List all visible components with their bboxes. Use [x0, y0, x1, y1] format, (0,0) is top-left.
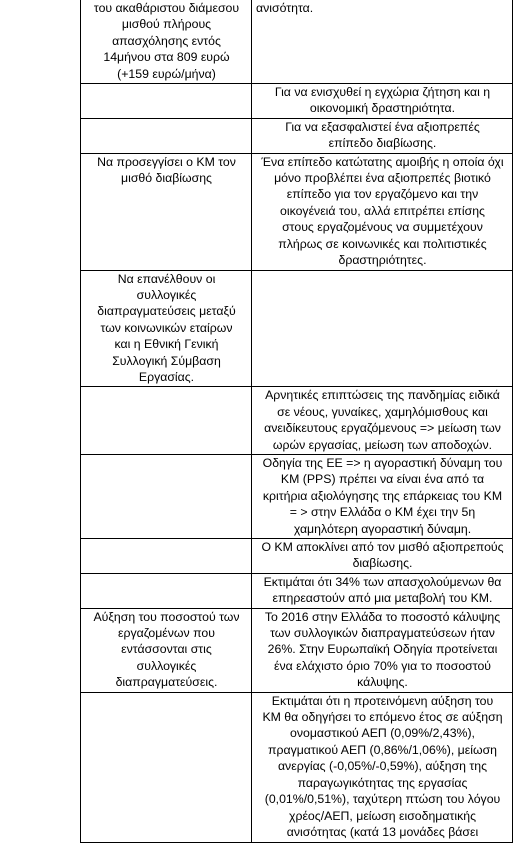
row-right-cell: ανισότητα.: [252, 0, 513, 84]
row-left-cell: [81, 454, 252, 538]
table-row: [81, 573, 513, 608]
row-right-cell: Εκτιμάται ότι η προτεινόμενη αύξηση του ΚΜ θα οδηγήσει το επόμενο έτος σε αύξηση ονομαστικού ΑΕΠ (0,09%/2,43%), πραγματικού ΑΕΠ (0,86%/1,06%), μείωση ανεργίας (-0,05%/-0,59%), αύξηση της παραγωγικότητας της εργασίας (0,01%/0,51%), ταχύτερη πτώση του λόγου χρέος/ΑΕΠ, μείωση εισοδηματικής ανισότητας (κατά 13 μονάδες βάσει: [252, 692, 513, 842]
row-right-cell: Ο ΚΜ αποκλίνει από τον μισθό αξιοπρεπούς διαβίωσης.: [252, 539, 513, 574]
row-left-cell: Αύξηση του ποσοστού των εργαζομένων που εντάσσονται στις συλλογικές διαπραγματεύσεις.: [81, 608, 252, 692]
row-left-cell: [81, 387, 252, 455]
row-right-cell: Για να ενισχυθεί η εγχώρια ζήτηση και η οικονομική δραστηριότητα.: [252, 84, 513, 119]
row-right-cell: Για να εξασφαλιστεί ένα αξιοπρεπές επίπεδο διαβίωσης.: [252, 118, 513, 153]
row-left-cell: Να προσεγγίσει ο ΚΜ τον μισθό διαβίωσης: [81, 153, 252, 270]
table-row: [81, 539, 513, 574]
table-row: [81, 387, 513, 455]
table-row: [81, 454, 513, 538]
row-left-cell: του ακαθάριστου διάμεσου μισθού πλήρους απασχόλησης εντός 14μήνου στα 809 ευρώ (+159 ευρώ/μήνα): [81, 0, 252, 84]
table-row: [81, 0, 513, 84]
policy-table-body: [81, 0, 513, 842]
row-left-cell: [81, 573, 252, 608]
row-right-cell: Το 2016 στην Ελλάδα το ποσοστό κάλυψης των συλλογικών διαπραγματεύσεων ήταν 26%. Στην Ευρωπαϊκή Οδηγία προτείνεται ένα ελάχιστο όριο 70% για το ποσοστού κάλυψης.: [252, 608, 513, 692]
row-left-cell: Να επανέλθουν οι συλλογικές διαπραγματεύσεις μεταξύ των κοινωνικών εταίρων και η Εθνική Γενική Συλλογική Σύμβαση Εργασίας.: [81, 270, 252, 387]
policy-table: [80, 0, 513, 843]
table-row: [81, 692, 513, 842]
row-left-cell: [81, 539, 252, 574]
row-left-cell: [81, 84, 252, 119]
row-right-cell: Αρνητικές επιπτώσεις της πανδημίας ειδικά σε νέους, γυναίκες, χαμηλόμισθους και ανειδίκευτους εργαζόμενους => μείωση των ωρών εργασίας, μείωση των αποδοχών.: [252, 387, 513, 455]
row-right-cell: Οδηγία της ΕΕ => η αγοραστική δύναμη του ΚΜ (PPS) πρέπει να είναι ένα από τα κριτήρια αξιολόγησης της επάρκειας του ΚΜ = > στην Ελλάδα ο ΚΜ έχει την 5η χαμηλότερη αγοραστική δύναμη.: [252, 454, 513, 538]
table-row: [81, 84, 513, 119]
table-row: [81, 608, 513, 692]
row-right-cell: [252, 270, 513, 387]
table-row: [81, 270, 513, 387]
row-left-cell: [81, 692, 252, 842]
row-right-cell: Ένα επίπεδο κατώτατης αμοιβής η οποία όχι μόνο προβλέπει ένα αξιοπρεπές βιοτικό επίπεδο για τον εργαζόμενο και την οικογένειά του, αλλά επιτρέπει επίσης στους εργαζομένους να συμμετέχουν πλήρως σε κοινωνικές και πολιτιστικές δραστηριότητες.: [252, 153, 513, 270]
row-left-cell: [81, 118, 252, 153]
row-right-cell: Εκτιμάται ότι 34% των απασχολούμενων θα επηρεαστούν από μια μεταβολή του ΚΜ.: [252, 573, 513, 608]
table-row: [81, 118, 513, 153]
table-row: [81, 153, 513, 270]
